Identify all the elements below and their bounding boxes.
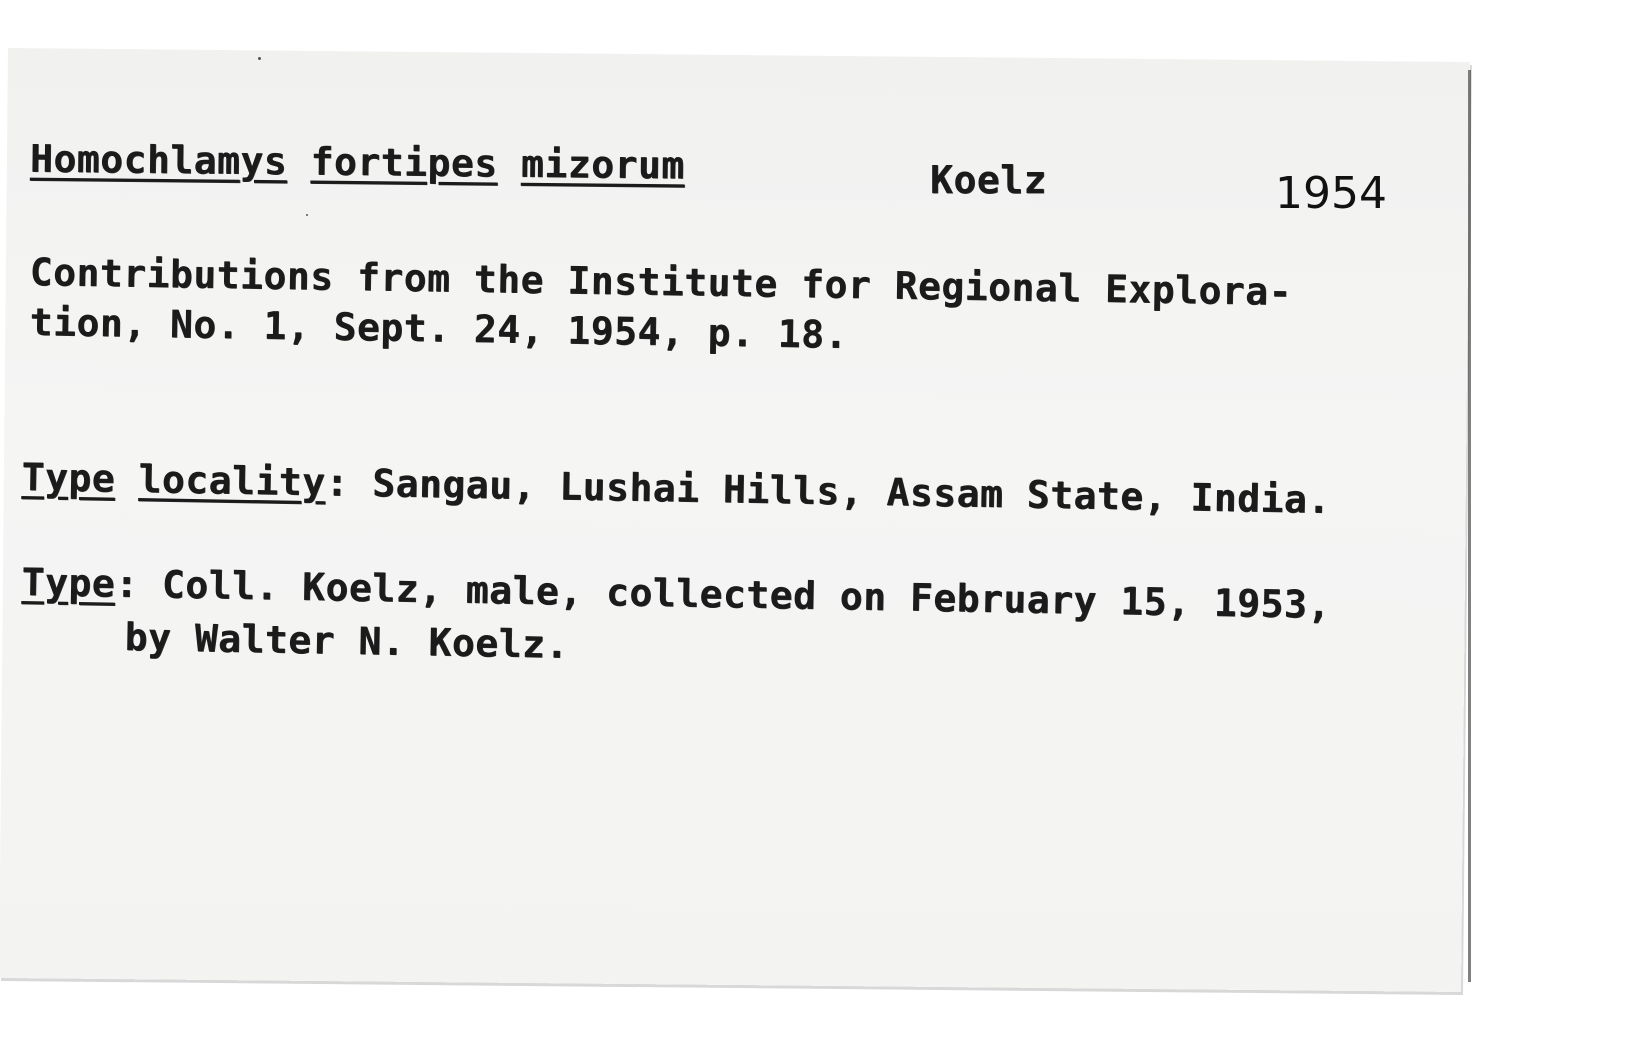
scan-speck [306, 214, 308, 216]
citation-line-2: tion, No. 1, Sept. 24, 1954, p. 18. [29, 300, 849, 357]
citation-line-1: Contributions from the Institute for Regional Explora- [29, 250, 1293, 314]
genus-name: Homochlamys [29, 136, 288, 184]
type-line-2: by Walter N. Koelz. [124, 615, 570, 667]
type-line-1-text: Coll. Koelz, male, collected on February 15, 1953, [161, 562, 1332, 627]
author-name: Koelz [930, 158, 1047, 202]
subspecies-name: mizorum [520, 141, 685, 188]
taxon-name [30, 137, 685, 188]
type-locality-label-type: Type [21, 455, 116, 501]
type-locality-label-locality: locality [138, 457, 326, 505]
year-handwritten: 1954 [1275, 168, 1387, 219]
type-locality-colon: : [325, 460, 350, 505]
species-name: fortipes [310, 139, 498, 186]
type-locality-text: Sangau, Lushai Hills, Assam State, India. [371, 461, 1332, 522]
type-label: Type [21, 560, 116, 606]
type-colon: : [114, 561, 139, 607]
scan-speck [258, 57, 261, 60]
card-right-edge [1468, 70, 1471, 982]
